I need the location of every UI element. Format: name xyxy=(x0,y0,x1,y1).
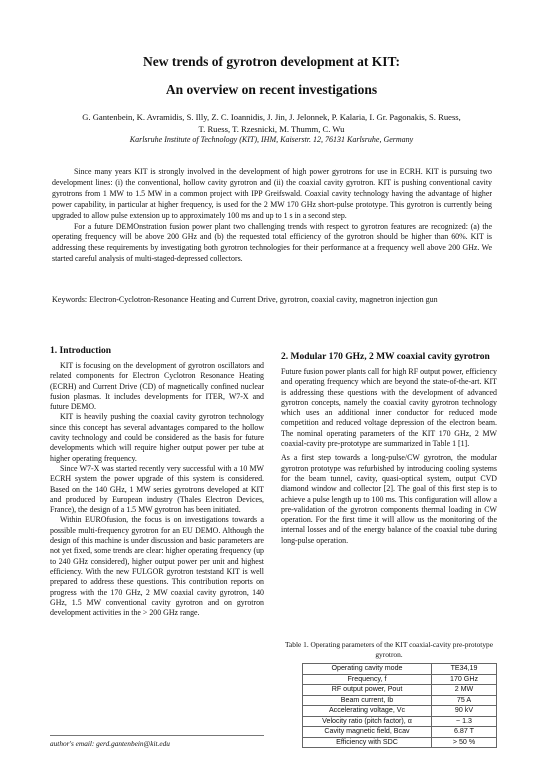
abstract xyxy=(52,167,492,265)
body-paragraph: KIT is focusing on the development of gyrotron oscillators and related components for Electron Cyclotron Resonance Heating (ECRH) and Current Drive (CD) of magnetically confined nuclear fusion plasmas. It includes developments for ITER, W7-X and future DEMO. xyxy=(50,361,264,412)
table-row xyxy=(303,706,497,717)
author-list xyxy=(40,111,503,135)
parameter-value-cell: 90 kV xyxy=(432,706,497,717)
section-title-coaxial-gyrotron: 2. Modular 170 GHz, 2 MW coaxial cavity gyrotron xyxy=(281,352,490,362)
table-row xyxy=(303,695,497,706)
table-row xyxy=(303,685,497,696)
body-paragraph: As a first step towards a long-pulse/CW gyrotron, the modular gyrotron prototype was refurbished by introducing cooling systems for the beam tunnel, cavity, quasi-optical system, output CVD diamond window and collector [2]. The goal of this first step is to achieve a pulse length up to 100 ms. This configuration will allow a pre-validation of the gyrotron components thermal loading in CW operation. For the first time it will allow us the monitoring of the internal losses and of the energy balance of the coaxial tube during long-pulse operation. xyxy=(281,453,497,545)
paper-title-line2: An overview on recent investigations xyxy=(165,82,378,97)
table-row xyxy=(303,716,497,727)
parameter-value-cell: > 50 % xyxy=(432,737,497,748)
parameter-value-cell: ~ 1.3 xyxy=(432,716,497,727)
parameter-value-cell: 6.87 T xyxy=(432,727,497,738)
left-column xyxy=(50,345,264,618)
abstract-paragraph: For a future DEMOnstration fusion power plant two challenging trends with respect to gyrotron features are recognized: (a) the operating frequency will be above 200 GHz and (b) the requested total efficiency of the gyrotron should be higher than 60%. KIT is addressing these requirements by investigating both gyrotron technologies for their performance at a frequency well above 200 GHz. We started careful analysis of multi-staged-depressed collectors. xyxy=(52,221,492,264)
parameter-value-cell: 170 GHz xyxy=(432,674,497,685)
keywords: Keywords: Electron-Cyclotron-Resonance Heating and Current Drive, gyrotron, coaxial cavity, magnetron injection gun xyxy=(52,295,438,304)
table-caption: Table 1. Operating parameters of the KIT coaxial-cavity pre-prototype gyrotron. xyxy=(284,640,494,659)
table-row xyxy=(303,664,497,675)
parameter-name-cell: Cavity magnetic field, Bcav xyxy=(303,727,432,738)
footnote-divider xyxy=(50,735,264,736)
table-row xyxy=(303,737,497,748)
affiliation: Karlsruhe Institute of Technology (KIT), IHM, Kaiserstr. 12, 76131 Karlsruhe, Germany xyxy=(129,135,414,144)
parameter-name-cell: Accelerating voltage, Vc xyxy=(303,706,432,717)
parameter-name-cell: Beam current, Ib xyxy=(303,695,432,706)
body-paragraph: Within EUROfusion, the focus is on investigations towards a possible multi-frequency gyrotron for an EU DEMO. Although the design of this machine is under discussion and basic parameters are not yet fixed, some trends are clear: higher operating frequency (up to 240 GHz considered), higher output power per unit and highest efficiency. With the new FULGOR gyrotron teststand KIT is well prepared to address these questions. This contribution reports on progress with the 170 GHz, 2 MW coaxial cavity gyrotron, 140 GHz, 1.5 MW conventional cavity gyrotron and on gyrotron development activities in the > 200 GHz range. xyxy=(50,515,264,618)
paper-title-line1: New trends of gyrotron development at KIT: xyxy=(143,54,400,69)
body-paragraph: Future fusion power plants call for high RF output power, efficiency and operating frequency which are beyond the state-of-the-art. KIT is addressing these questions with the development of advanced gyrotron concepts, namely the coaxial cavity gyrotron technology which uses an additional inner conductor for reduced mode competition and reduced voltage depression of the electron beam. The nominal operating parameters of the KIT 170 GHz, 2 MW coaxial-cavity pre-prototype are summarized in Table 1 [1]. xyxy=(281,367,497,449)
table-row xyxy=(303,727,497,738)
parameter-value-cell: 75 A xyxy=(432,695,497,706)
section-title-introduction: 1. Introduction xyxy=(50,346,112,356)
authors-line1: G. Gantenbein, K. Avramidis, S. Illy, Z. C. Ioannidis, J. Jin, J. Jelonnek, P. Kalaria, I. Gr. Pagonakis, S. Ruess, xyxy=(82,112,461,122)
parameter-name-cell: Efficiency with SDC xyxy=(303,737,432,748)
body-paragraph: Since W7-X was started recently very successful with a 10 MW ECRH system the power upgrade of this system is considered. Based on the 140 GHz, 1 MW series gyrotrons developed at KIT and produced by European industry (Thales Electron Devices, France), the design of a 1.5 MW gyrotron has been initiated. xyxy=(50,463,264,515)
abstract-paragraph: Since many years KIT is strongly involved in the development of high power gyrotrons for use in ECRH. KIT is pursuing two development lines: (i) the conventional, hollow cavity gyrotron and (ii) the coaxial cavity gyrotron. KIT is pushing conventional cavity gyrotrons from 1 MW to 1.5 MW in a common project with IPP Greifswald. Coaxial cavity technology having the advantage of higher power capability, in particular at higher frequency, is used for the 2 MW 170 GHz short-pulse prototype. This gyrotron is currently being upgraded to allow pulse extension up to approximately 100 ms and up to 1 s in a second step. xyxy=(52,167,492,220)
right-column xyxy=(281,351,497,546)
parameter-value-cell: 2 MW xyxy=(432,685,497,696)
parameters-table xyxy=(302,663,497,748)
body-paragraph: KIT is heavily pushing the coaxial cavity gyrotron technology since this concept has several advantages compared to the hollow cavity technology and could be considered as the basis for future developments which will require higher output power per tube at higher operating frequency. xyxy=(50,412,264,463)
parameter-name-cell: Velocity ratio (pitch factor), α xyxy=(303,716,432,727)
parameter-value-cell: TE34,19 xyxy=(432,664,497,675)
parameter-name-cell: RF output power, Pout xyxy=(303,685,432,696)
parameter-name-cell: Operating cavity mode xyxy=(303,664,432,675)
parameter-name-cell: Frequency, f xyxy=(303,674,432,685)
table-row xyxy=(303,674,497,685)
authors-line2: T. Ruess, T. Rzesnicki, M. Thumm, C. Wu xyxy=(198,124,345,134)
author-email-footnote: author's email: gerd.gantenbein@kit.edu xyxy=(50,739,170,748)
